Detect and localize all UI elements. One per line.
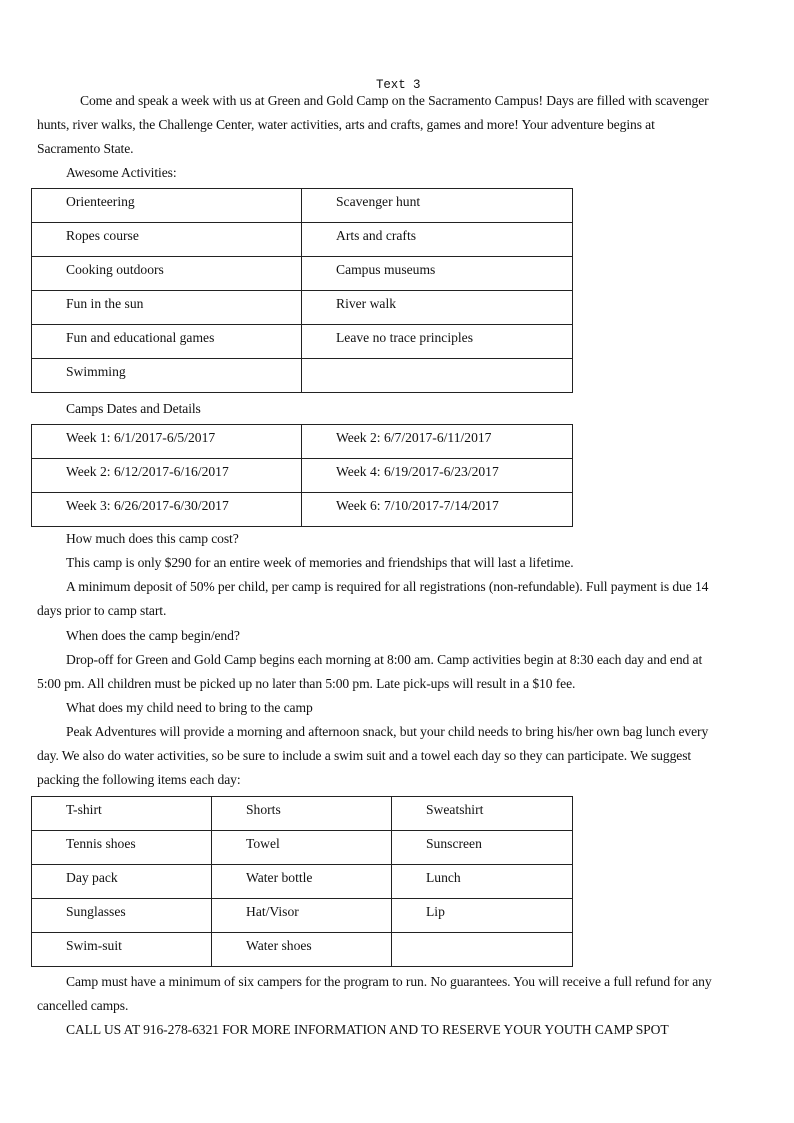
table-cell <box>32 831 212 865</box>
table-cell <box>32 459 302 493</box>
table-cell <box>302 189 573 223</box>
call-to-action: CALL US AT 916-278-6321 FOR MORE INFORMATION AND TO RESERVE YOUR YOUTH CAMP SPOT <box>66 1022 669 1037</box>
cell-text: Sunglasses <box>66 903 126 919</box>
cell-text: Orienteering <box>66 193 135 209</box>
bring-paragraph: day. We also do water activities, so be sure to include a swim suit and a towel each day so they can participate. We suggest <box>37 748 692 763</box>
table-cell <box>302 257 573 291</box>
activities-table <box>31 188 573 393</box>
table-cell <box>302 425 573 459</box>
cell-text: T-shirt <box>66 801 102 817</box>
cell-text: Leave no trace principles <box>336 329 473 345</box>
table-cell <box>302 223 573 257</box>
cell-text: Fun in the sun <box>66 295 144 311</box>
cell-text: Swimming <box>66 363 126 379</box>
table-cell <box>392 899 573 933</box>
table-cell <box>32 797 212 831</box>
cell-text: Water bottle <box>246 869 313 885</box>
deposit-paragraph: days prior to camp start. <box>37 603 167 618</box>
table-cell <box>32 257 302 291</box>
table-cell <box>32 223 302 257</box>
cell-text: Week 1: 6/1/2017-6/5/2017 <box>66 429 216 445</box>
bring-paragraph: Peak Adventures will provide a morning and afternoon snack, but your child needs to bring his/her own bag lunch every <box>66 724 709 739</box>
table-row <box>32 425 573 459</box>
table-cell <box>212 797 392 831</box>
dates-table <box>31 424 573 527</box>
dropoff-paragraph: Drop-off for Green and Gold Camp begins each morning at 8:00 am. Camp activities begin at 8:30 each day and end at <box>66 652 703 667</box>
cell-text: Shorts <box>246 801 281 817</box>
table-row <box>32 325 573 359</box>
cell-text: Week 2: 6/12/2017-6/16/2017 <box>66 463 229 479</box>
dates-heading: Camps Dates and Details <box>66 401 201 416</box>
cell-text: Cooking outdoors <box>66 261 164 277</box>
table-row <box>32 359 573 393</box>
table-cell <box>212 831 392 865</box>
items-table <box>31 796 573 967</box>
schedule-question: When does the camp begin/end? <box>66 628 240 643</box>
cell-text: Day pack <box>66 869 118 885</box>
bring-paragraph: packing the following items each day: <box>37 772 241 787</box>
table-cell <box>32 325 302 359</box>
cell-text: Scavenger hunt <box>336 193 421 209</box>
table-cell <box>302 459 573 493</box>
table-cell <box>302 291 573 325</box>
table-cell <box>212 899 392 933</box>
bring-question: What does my child need to bring to the camp <box>66 700 313 715</box>
cell-text: Arts and crafts <box>336 227 417 243</box>
table-cell <box>212 933 392 967</box>
table-cell <box>392 865 573 899</box>
cell-text: Week 2: 6/7/2017-6/11/2017 <box>336 429 492 445</box>
table-cell <box>32 189 302 223</box>
table-cell <box>32 425 302 459</box>
table-row <box>32 257 573 291</box>
table-cell <box>392 831 573 865</box>
table-row <box>32 865 573 899</box>
table-row <box>32 189 573 223</box>
table-row <box>32 291 573 325</box>
table-cell <box>32 865 212 899</box>
minimum-paragraph: cancelled camps. <box>37 998 129 1013</box>
minimum-paragraph: Camp must have a minimum of six campers for the program to run. No guarantees. You will receive a full refund for any <box>66 974 712 989</box>
table-cell <box>32 933 212 967</box>
table-cell <box>392 797 573 831</box>
deposit-paragraph: A minimum deposit of 50% per child, per camp is required for all registrations (non-refundable). Full payment is due 14 <box>66 579 709 594</box>
cell-text: Week 6: 7/10/2017-7/14/2017 <box>336 497 499 513</box>
table-cell <box>212 865 392 899</box>
cell-text: Sunscreen <box>426 835 482 851</box>
table-cell <box>32 493 302 527</box>
table-row <box>32 831 573 865</box>
table-cell <box>302 493 573 527</box>
intro-paragraph: Sacramento State. <box>37 141 134 156</box>
cost-question: How much does this camp cost? <box>66 531 239 546</box>
cell-text: Week 4: 6/19/2017-6/23/2017 <box>336 463 499 479</box>
table-row <box>32 223 573 257</box>
cell-text: Sweatshirt <box>426 801 484 817</box>
intro-paragraph: hunts, river walks, the Challenge Center, water activities, arts and crafts, games and more! Your adventure begins at <box>37 117 655 132</box>
cell-text: Fun and educational games <box>66 329 215 345</box>
table-cell <box>302 325 573 359</box>
table-row <box>32 459 573 493</box>
cell-text: Hat/Visor <box>246 903 299 919</box>
cell-text: Water shoes <box>246 937 312 953</box>
activities-heading: Awesome Activities: <box>66 165 177 180</box>
cell-text: Ropes course <box>66 227 139 243</box>
table-row <box>32 493 573 527</box>
table-cell <box>32 291 302 325</box>
intro-paragraph: Come and speak a week with us at Green and Gold Camp on the Sacramento Campus! Days are filled with scavenger <box>80 93 709 108</box>
table-cell <box>392 933 573 967</box>
cell-text: Swim-suit <box>66 937 122 953</box>
cost-answer: This camp is only $290 for an entire week of memories and friendships that will last a lifetime. <box>66 555 574 570</box>
table-cell <box>32 359 302 393</box>
table-cell <box>302 359 573 393</box>
cell-text: Towel <box>246 835 280 851</box>
document-title: Text 3 <box>376 78 421 92</box>
cell-text: Tennis shoes <box>66 835 136 851</box>
table-cell <box>32 899 212 933</box>
cell-text: River walk <box>336 295 397 311</box>
cell-text: Lip <box>426 903 445 919</box>
table-row <box>32 933 573 967</box>
table-row <box>32 899 573 933</box>
dropoff-paragraph: 5:00 pm. All children must be picked up no later than 5:00 pm. Late pick-ups will result in a $10 fee. <box>37 676 576 691</box>
cell-text: Lunch <box>426 869 461 885</box>
table-row <box>32 797 573 831</box>
cell-text: Week 3: 6/26/2017-6/30/2017 <box>66 497 229 513</box>
cell-text: Campus museums <box>336 261 436 277</box>
